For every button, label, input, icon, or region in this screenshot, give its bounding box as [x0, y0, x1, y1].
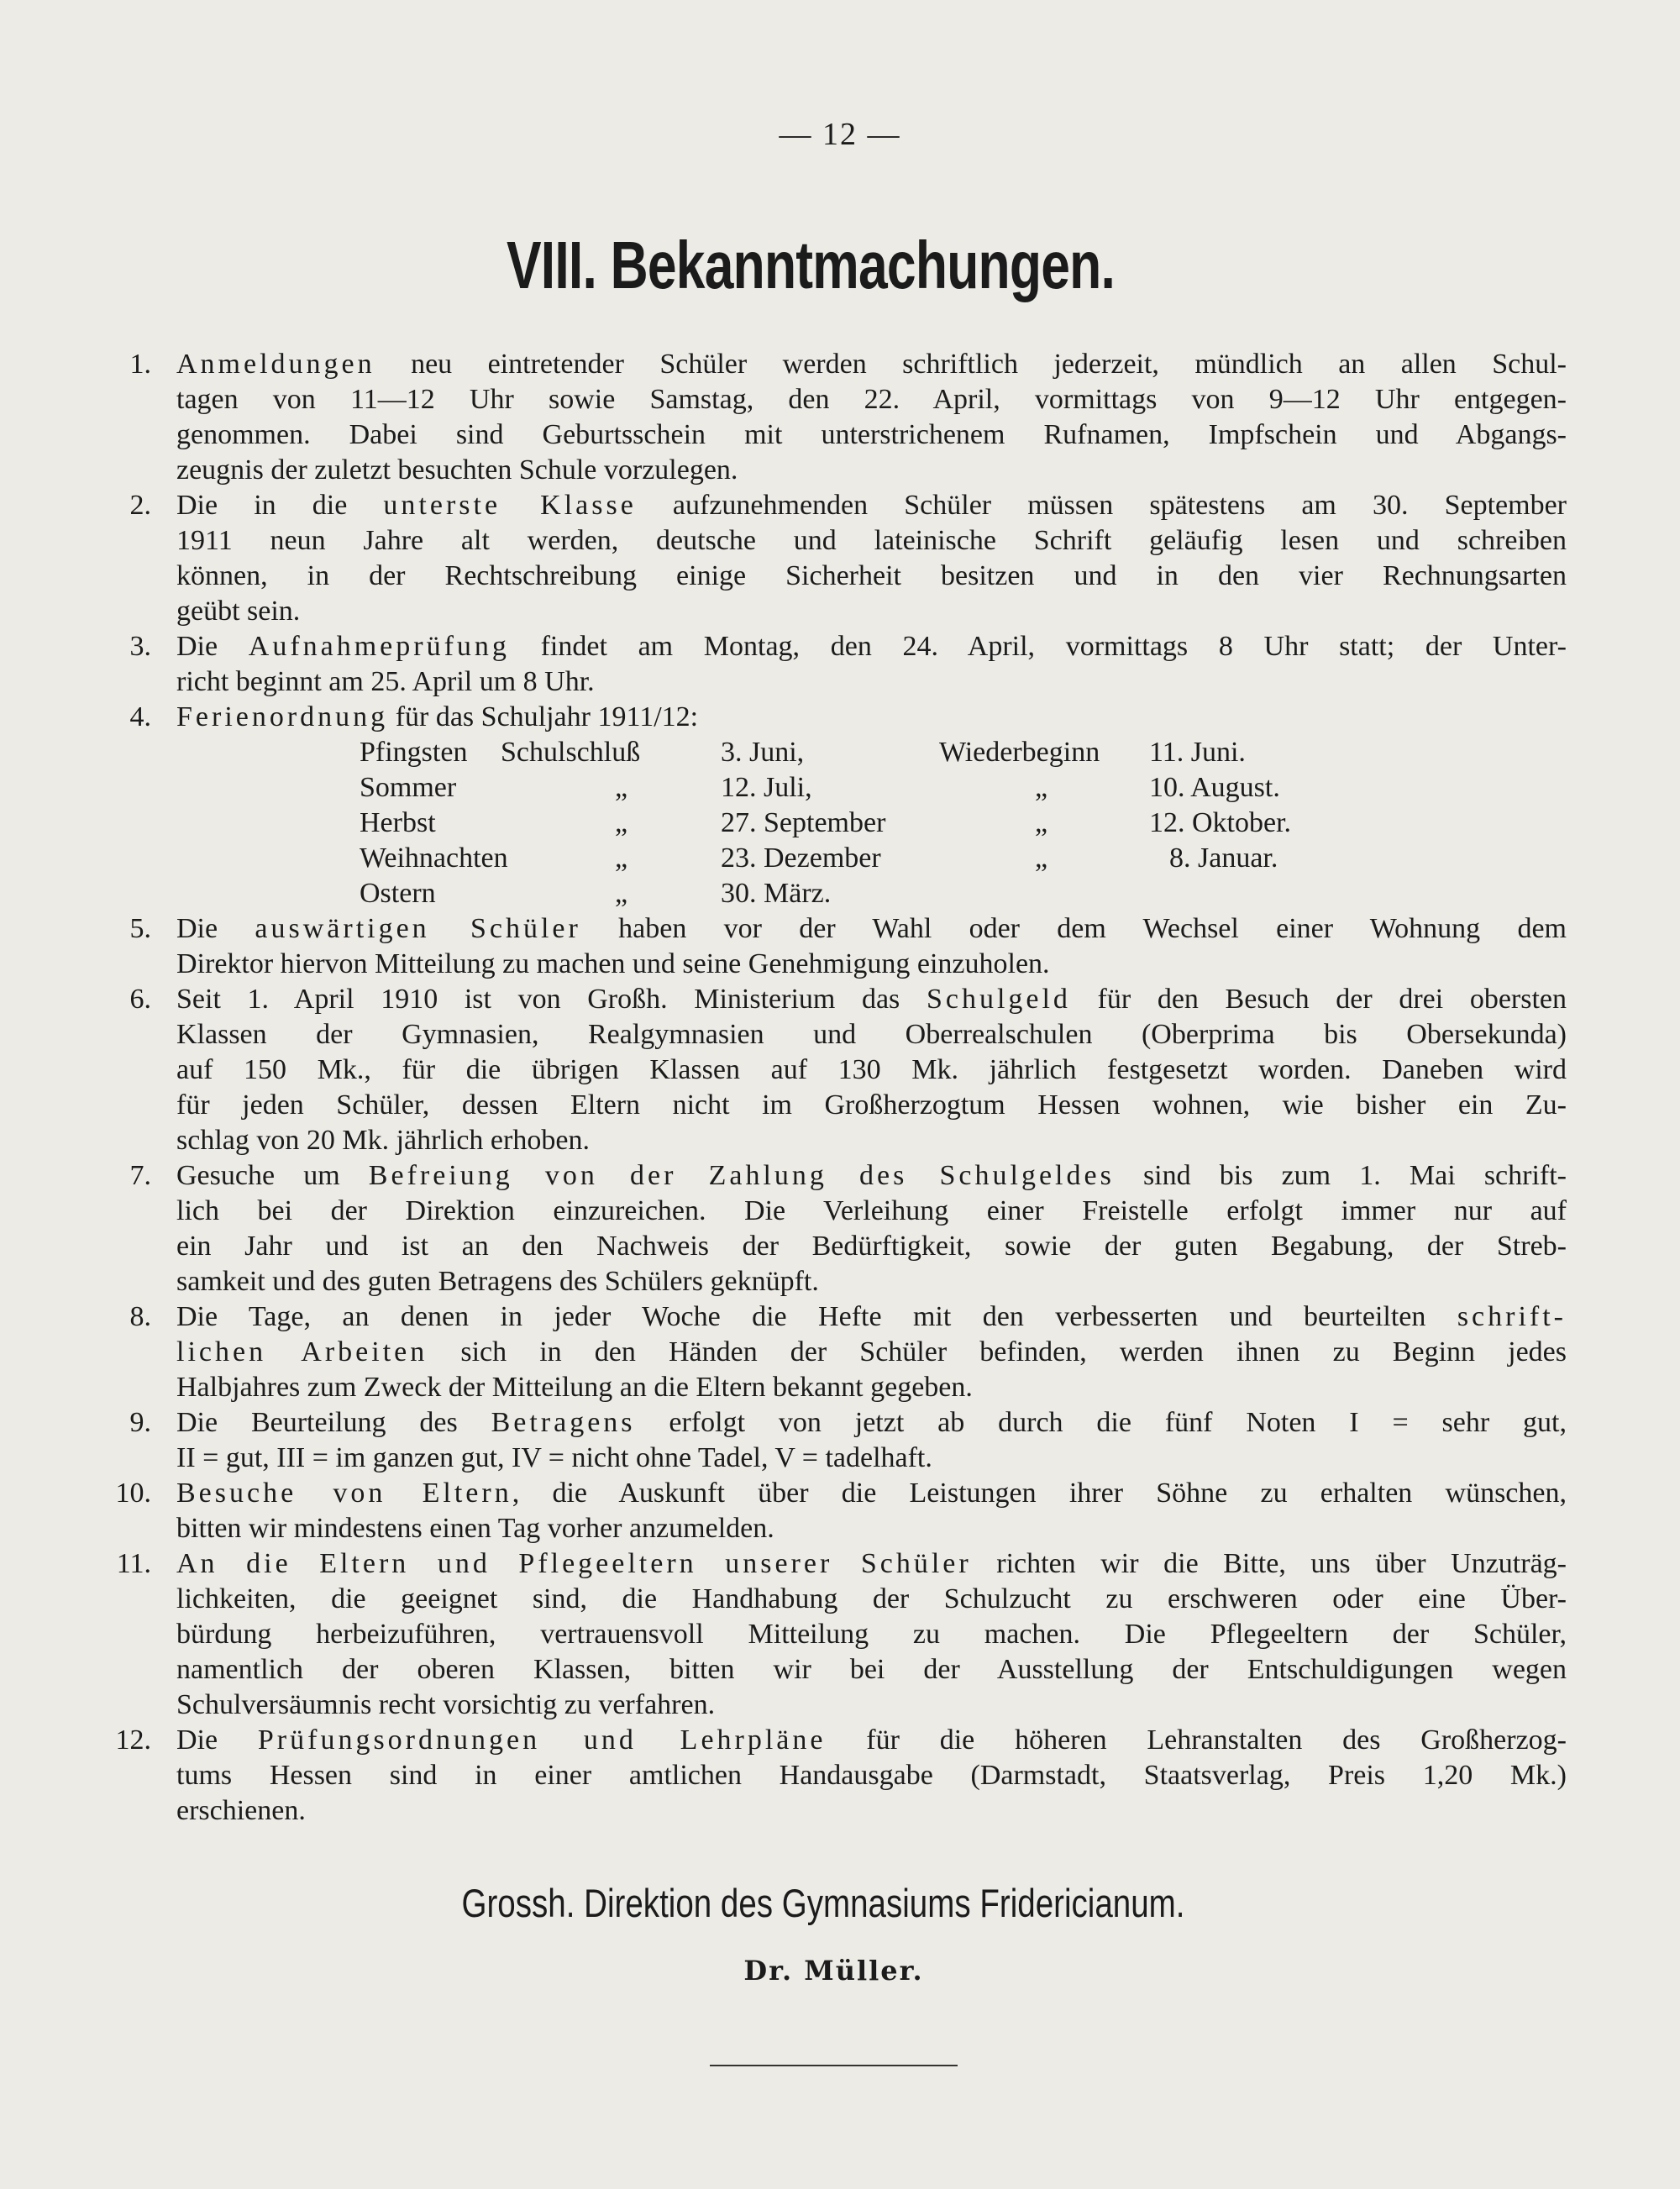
vacation-close: 27. September: [721, 807, 886, 838]
closing-rule: [710, 2065, 958, 2066]
emphasized-text: Aufnahmeprüfung: [248, 631, 510, 662]
vacation-resume-label: Wiederbeginn: [939, 737, 1100, 768]
line-text: für jeden Schüler, dessen Eltern nicht im Großherzogtum Hessen wohnen, wie bisher ein Zu-: [176, 1089, 1567, 1121]
item-line: [176, 911, 1567, 947]
line-text: ein Jahr und ist an den Nachweis der Bedürftigkeit, sowie der guten Begabung, der Streb-: [176, 1231, 1567, 1262]
vacation-resume: 12. Oktober.: [1149, 807, 1292, 838]
item-line: [176, 1441, 1567, 1476]
item-line: [176, 453, 1567, 488]
item-number: 5.: [129, 913, 151, 944]
emphasized-text: Prüfungsordnungen und Lehrpläne: [257, 1724, 827, 1756]
item-line: [176, 1264, 1567, 1299]
line-text: Die: [176, 1724, 258, 1756]
line-text: geübt sein.: [176, 596, 301, 627]
line-text: tagen von 11—12 Uhr sowie Samstag, den 22. April, vormittags von 9—12 Uhr entgegen-: [176, 384, 1567, 415]
item-line: [176, 1476, 1567, 1511]
section-heading: VIII. Bekanntmachungen.: [506, 228, 1116, 302]
item-line: [176, 1158, 1567, 1194]
line-text: tums Hessen sind in einer amtlichen Handausgabe (Darmstadt, Staatsverlag, Preis 1,20 Mk.): [176, 1760, 1567, 1791]
line-text: zeugnis der zuletzt besuchten Schule vorzulegen.: [176, 454, 738, 486]
item-line: [176, 488, 1567, 523]
emphasized-text: Befreiung von der Zahlung des Schulgeldes: [368, 1160, 1115, 1191]
vacation-close: 23. Dezember: [721, 843, 881, 874]
line-text: Direktor hiervon Mitteilung zu machen und seine Genehmigung einzuholen.: [176, 948, 1050, 979]
emphasized-text: Besuche von Eltern: [176, 1478, 512, 1509]
line-text: für den Besuch der drei obersten: [1070, 984, 1567, 1015]
item-number: 3.: [129, 631, 151, 662]
line-text: bitten wir mindestens einen Tag vorher anzumelden.: [176, 1513, 774, 1544]
line-text: , die Auskunft über die Leistungen ihrer Söhne zu erhalten wünschen,: [512, 1478, 1567, 1509]
item-number: 12.: [115, 1724, 151, 1756]
vacation-label: „: [615, 807, 628, 838]
item-line: [176, 1582, 1567, 1617]
item-line: [176, 947, 1567, 982]
item-line: [176, 1370, 1567, 1405]
item-line: [176, 594, 1567, 629]
line-text: namentlich der oberen Klassen, bitten wir bei der Ausstellung der Entschuldigungen wegen: [176, 1654, 1567, 1685]
line-text: 1911 neun Jahre alt werden, deutsche und lateinische Schrift geläufig lesen und schreiben: [176, 525, 1567, 556]
vacation-name: Ostern: [360, 878, 436, 909]
signer-name: Dr. Müller.: [743, 1955, 924, 1987]
item-line: [176, 1405, 1567, 1441]
vacation-close: 3. Juni,: [721, 737, 805, 768]
item-line: [176, 1088, 1567, 1123]
emphasized-text: unterste Klasse: [383, 490, 637, 521]
line-text: richt beginnt am 25. April um 8 Uhr.: [176, 666, 595, 697]
emphasized-text: schrift-: [1457, 1301, 1567, 1332]
emphasized-text: Betragens: [491, 1407, 636, 1438]
line-text: lichkeiten, die geeignet sind, die Handhabung der Schulzucht zu erschweren oder eine Über-: [176, 1583, 1567, 1614]
line-text: für das Schuljahr 1911/12:: [388, 701, 699, 732]
item-line: [176, 664, 1567, 700]
vacation-name: Herbst: [360, 807, 436, 838]
emphasized-text: Schulgeld: [926, 984, 1071, 1015]
item-number: 1.: [129, 349, 151, 380]
line-text: bürdung herbeizuführen, vertrauensvoll Mitteilung zu machen. Die Pflegeeltern der Schüler,: [176, 1619, 1567, 1650]
item-number: 10.: [115, 1478, 151, 1509]
line-text: schlag von 20 Mk. jährlich erhoben.: [176, 1125, 590, 1156]
item-line: [176, 1229, 1567, 1264]
emphasized-text: Anmeldungen: [176, 349, 375, 380]
item-line: [176, 1758, 1567, 1793]
vacation-label: „: [615, 878, 628, 909]
item-line: [176, 1017, 1567, 1053]
item-line: [176, 1793, 1567, 1829]
item-line: [176, 1688, 1567, 1723]
line-text: Schulversäumnis recht vorsichtig zu verfahren.: [176, 1689, 716, 1720]
page-number: — 12 —: [779, 117, 901, 152]
vacation-name: Sommer: [360, 772, 457, 803]
item-line: [176, 1335, 1567, 1370]
vacation-close: 30. März.: [721, 878, 832, 909]
item-line: [176, 1194, 1567, 1229]
vacation-resume-label: „: [1035, 772, 1048, 803]
line-text: sich in den Händen der Schüler befinden, werden ihnen zu Beginn jedes: [428, 1336, 1567, 1367]
line-text: können, in der Rechtschreibung einige Sicherheit besitzen und in den vier Rechnungsarten: [176, 560, 1567, 591]
line-text: sind bis zum 1. Mai schrift-: [1114, 1160, 1567, 1191]
line-text: Die: [176, 631, 249, 662]
item-line: [176, 347, 1567, 382]
line-text: Die: [176, 913, 255, 944]
line-text: aufzunehmenden Schüler müssen spätestens am 30. September: [636, 490, 1567, 521]
vacation-resume: 10. August.: [1149, 772, 1280, 803]
line-text: Die in die: [176, 490, 384, 521]
line-text: Die Beurteilung des: [176, 1407, 491, 1438]
vacation-name: Weihnachten: [360, 843, 508, 874]
item-number: 2.: [129, 490, 151, 521]
item-line: [176, 1546, 1567, 1582]
item-number: 11.: [116, 1548, 151, 1579]
item-number: 6.: [129, 984, 151, 1015]
line-text: Seit 1. April 1910 ist von Großh. Ministerium das: [176, 984, 927, 1015]
emphasized-text: auswärtigen Schüler: [255, 913, 581, 944]
line-text: für die höheren Lehranstalten des Großherzog-: [826, 1724, 1567, 1756]
item-line: [176, 1123, 1567, 1158]
vacation-resume-label: „: [1035, 807, 1048, 838]
item-number: 7.: [129, 1160, 151, 1191]
item-line: [176, 1652, 1567, 1688]
line-text: samkeit und des guten Betragens des Schülers geknüpft.: [176, 1266, 819, 1297]
line-text: haben vor der Wahl oder dem Wechsel einer Wohnung dem: [580, 913, 1567, 944]
item-number: 4.: [129, 701, 151, 732]
item-line: [176, 1723, 1567, 1758]
emphasized-text: An die Eltern und Pflegeeltern unserer Schüler: [176, 1548, 972, 1579]
line-text: II = gut, III = im ganzen gut, IV = nicht ohne Tadel, V = tadelhaft.: [176, 1442, 932, 1473]
item-line: [176, 629, 1567, 664]
item-number: 8.: [129, 1301, 151, 1332]
vacation-resume: 8. Januar.: [1169, 843, 1278, 874]
item-line: [176, 382, 1567, 417]
line-text: genommen. Dabei sind Geburtsschein mit unterstrichenem Rufnamen, Impfschein und Abgangs-: [176, 419, 1567, 450]
item-line: [176, 1299, 1567, 1335]
vacation-label: „: [615, 843, 628, 874]
line-text: findet am Montag, den 24. April, vormittags 8 Uhr statt; der Unter-: [509, 631, 1567, 662]
line-text: Klassen der Gymnasien, Realgymnasien und Oberrealschulen (Oberprima bis Obersekunda): [176, 1019, 1567, 1050]
item-line: [176, 700, 1567, 735]
vacation-close: 12. Juli,: [721, 772, 812, 803]
line-text: lich bei der Direktion einzureichen. Die Verleihung einer Freistelle erfolgt immer nur auf: [176, 1195, 1567, 1226]
signature-line: Grossh. Direktion des Gymnasiums Fridericianum.: [461, 1881, 1185, 1925]
vacation-resume: 11. Juni.: [1149, 737, 1246, 768]
emphasized-text: lichen Arbeiten: [176, 1336, 428, 1367]
item-line: [176, 523, 1567, 559]
item-line: [176, 417, 1567, 453]
line-text: Gesuche um: [176, 1160, 369, 1191]
item-number: 9.: [129, 1407, 151, 1438]
emphasized-text: Ferienordnung: [176, 701, 389, 732]
line-text: erfolgt von jetzt ab durch die fünf Noten I = sehr gut,: [635, 1407, 1567, 1438]
item-line: [176, 1617, 1567, 1652]
vacation-label: „: [615, 772, 628, 803]
item-line: [176, 1053, 1567, 1088]
vacation-resume-label: „: [1035, 843, 1048, 874]
line-text: auf 150 Mk., für die übrigen Klassen auf 130 Mk. jährlich festgesetzt worden. Daneben wird: [176, 1054, 1567, 1085]
item-line: [176, 559, 1567, 594]
line-text: richten wir die Bitte, uns über Unzuträg-: [971, 1548, 1567, 1579]
vacation-name: Pfingsten: [360, 737, 468, 768]
item-line: [176, 1511, 1567, 1546]
item-line: [176, 982, 1567, 1017]
line-text: Halbjahres zum Zweck der Mitteilung an die Eltern bekannt gegeben.: [176, 1372, 973, 1403]
line-text: Die Tage, an denen in jeder Woche die Hefte mit den verbesserten und beurteilten: [176, 1301, 1457, 1332]
line-text: neu eintretender Schüler werden schriftlich jederzeit, mündlich an allen Schul-: [375, 349, 1567, 380]
line-text: erschienen.: [176, 1795, 306, 1826]
vacation-label: Schulschluß: [501, 737, 641, 768]
